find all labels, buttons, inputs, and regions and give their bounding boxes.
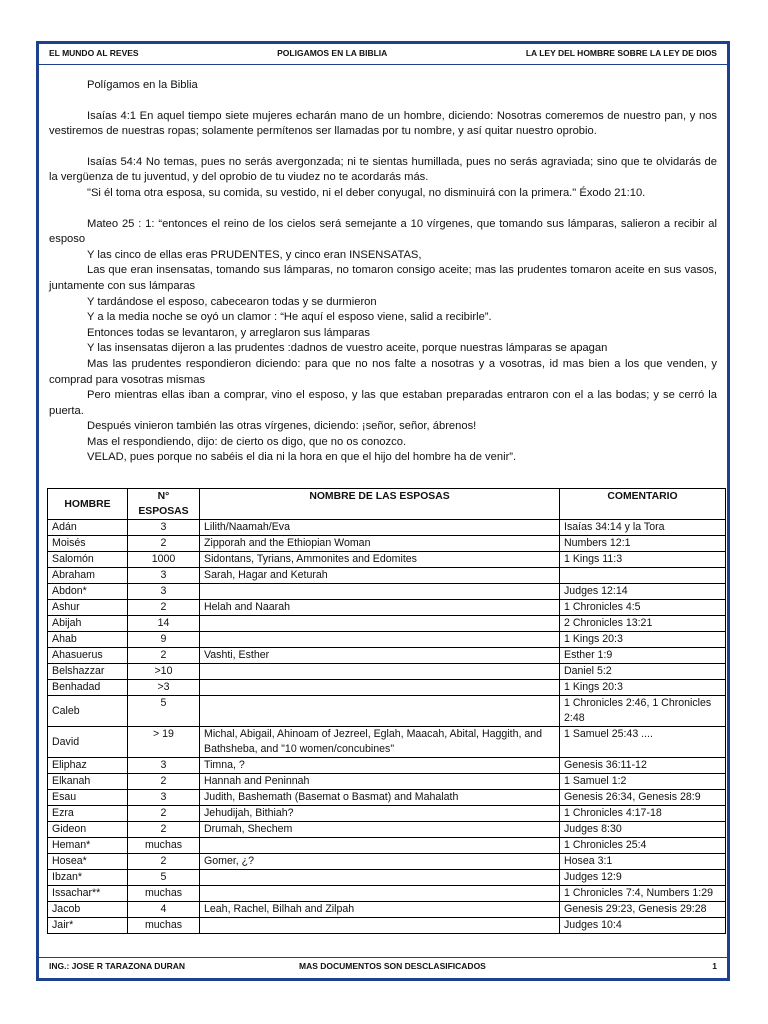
cell-comentario: Judges 10:4 [560,918,726,934]
cell-esposas: Jehudijah, Bithiah? [200,806,560,822]
cell-numero: 3 [128,584,200,600]
cell-esposas: Helah and Naarah [200,600,560,616]
table-row [48,790,726,806]
cell-numero: 2 [128,806,200,822]
table-body [48,520,726,934]
cell-comentario: Esther 1:9 [560,648,726,664]
cell-numero: >3 [128,680,200,696]
paragraph-mateo-10: Después vinieron también las otras vírgenes, diciendo: ¡señor, señor, ábrenos! [87,420,477,433]
cell-esposas: Hannah and Peninnah [200,774,560,790]
paragraph-exodo: "Si él toma otra esposa, su comida, su vestido, ni el deber conyugal, no disminuirá con la primera." Éxodo 21:10. [87,186,646,199]
cell-comentario: 1 Chronicles 25:4 [560,838,726,854]
cell-hombre: Abraham [48,568,128,584]
paragraph-mateo-1: Mateo 25 : 1: “entonces el reino de los cielos será semejante a 10 vírgenes, que tomando sus lámparas, salieron a recibir al esposo [49,217,717,246]
cell-esposas: Gomer, ¿? [200,854,560,870]
table-row [48,648,726,664]
cell-esposas: Drumah, Shechem [200,822,560,838]
cell-hombre: Hosea* [48,854,128,870]
cell-numero: 3 [128,568,200,584]
table-row [48,664,726,680]
table-row [48,854,726,870]
paragraph-isaias-4: Isaías 4:1 En aquel tiempo siete mujeres echarán mano de un hombre, diciendo: Nosotras comeremos de nuestro pan, y nos vestiremos de nuestras ropas; solamente permítenos ser llamadas por tu nombre, y así quitar nuestro oprobio. [49,109,717,138]
column-header-comentario: COMENTARIO [560,489,726,520]
cell-numero: 2 [128,822,200,838]
cell-comentario: Daniel 5:2 [560,664,726,680]
cell-comentario: 1 Chronicles 4:17-18 [560,806,726,822]
cell-hombre: Benhadad [48,680,128,696]
cell-esposas [200,838,560,854]
cell-comentario [560,568,726,584]
table-row [48,568,726,584]
cell-comentario: 1 Kings 11:3 [560,552,726,568]
header-left: EL MUNDO AL REVES [49,48,139,58]
paragraph-mateo-11: Mas el respondiendo, dijo: de cierto os digo, que no os conozco. [87,435,407,448]
paragraph-mateo-2: Y las cinco de ellas eras PRUDENTES, y cinco eran INSENSATAS, [87,248,422,261]
cell-numero: 5 [128,696,200,727]
cell-comentario: 1 Samuel 1:2 [560,774,726,790]
cell-hombre: Abijah [48,616,128,632]
table-row [48,774,726,790]
cell-esposas [200,918,560,934]
cell-numero: 3 [128,758,200,774]
table-row [48,552,726,568]
cell-hombre: Heman* [48,838,128,854]
cell-hombre: Abdon* [48,584,128,600]
table-row [48,886,726,902]
table-row [48,616,726,632]
table-row [48,600,726,616]
cell-numero: muchas [128,838,200,854]
footer-center: MAS DOCUMENTOS SON DESCLASIFICADOS [299,961,486,971]
paragraph-mateo-6: Entonces todas se levantaron, y arreglaron sus lámparas [87,326,370,339]
cell-numero: 2 [128,854,200,870]
cell-numero: 3 [128,520,200,536]
paragraph-mateo-5: Y a la media noche se oyó un clamor : “He aquí el esposo viene, salid a recibirle”. [87,311,492,324]
cell-numero: 4 [128,902,200,918]
cell-comentario: 1 Chronicles 7:4, Numbers 1:29 [560,886,726,902]
cell-comentario: 1 Chronicles 4:5 [560,600,726,616]
cell-hombre: Elkanah [48,774,128,790]
footer-author: ING.: JOSE R TARAZONA DURAN [49,961,185,971]
page-header [49,48,717,62]
page-number: 1 [712,961,717,971]
cell-esposas [200,870,560,886]
table-row [48,822,726,838]
cell-esposas [200,696,560,727]
cell-numero: 9 [128,632,200,648]
table-row [48,696,726,727]
footer-divider [39,957,727,958]
document-body [49,78,717,466]
cell-hombre: Ibzan* [48,870,128,886]
cell-hombre: Ahab [48,632,128,648]
cell-numero: 14 [128,616,200,632]
cell-esposas [200,886,560,902]
cell-esposas: Zipporah and the Ethiopian Woman [200,536,560,552]
cell-numero: 3 [128,790,200,806]
cell-hombre: Jacob [48,902,128,918]
header-divider [39,64,727,65]
cell-numero: 2 [128,774,200,790]
header-right: LA LEY DEL HOMBRE SOBRE LA LEY DE DIOS [525,48,717,58]
cell-comentario: 1 Samuel 25:43 .... [560,727,726,758]
cell-esposas [200,664,560,680]
cell-comentario: Judges 12:9 [560,870,726,886]
cell-numero: muchas [128,918,200,934]
cell-comentario: Judges 12:14 [560,584,726,600]
cell-numero: 2 [128,600,200,616]
table-row [48,918,726,934]
cell-hombre: Caleb [48,696,128,727]
cell-hombre: Ashur [48,600,128,616]
cell-numero: > 19 [128,727,200,758]
column-header-numero: N° ESPOSAS [128,489,200,520]
table-row [48,727,726,758]
cell-esposas: Michal, Abigail, Ahinoam of Jezreel, Eglah, Maacah, Abital, Haggith, and Bathsheba, and "10 women/concubines" [200,727,560,758]
column-header-hombre: HOMBRE [48,489,128,520]
cell-comentario: 1 Kings 20:3 [560,632,726,648]
cell-esposas [200,584,560,600]
cell-hombre: Eliphaz [48,758,128,774]
polygamists-table [47,488,726,934]
cell-hombre: Gideon [48,822,128,838]
table-row [48,520,726,536]
cell-numero: muchas [128,886,200,902]
cell-esposas [200,632,560,648]
paragraph-mateo-7: Y las insensatas dijeron a las prudentes :dadnos de vuestro aceite, porque nuestras lámparas se apagan [87,342,608,355]
table-row [48,536,726,552]
cell-hombre: Belshazzar [48,664,128,680]
table-row [48,902,726,918]
cell-hombre: David [48,727,128,758]
cell-esposas: Leah, Rachel, Bilhah and Zilpah [200,902,560,918]
cell-esposas: Timna, ? [200,758,560,774]
cell-comentario: 1 Chronicles 2:46, 1 Chronicles 2:48 [560,696,726,727]
paragraph-mateo-9: Pero mientras ellas iban a comprar, vino el esposo, y las que estaban preparadas entraron con el a las bodas; y se cerró la puerta. [49,389,717,417]
header-center: POLIGAMOS EN LA BIBLIA [277,48,388,58]
table-row [48,806,726,822]
column-header-nombres: NOMBRE DE LAS ESPOSAS [200,489,560,520]
page-footer [49,961,717,973]
table-row [48,870,726,886]
table-row [48,632,726,648]
cell-comentario: Isaías 34:14 y la Tora [560,520,726,536]
cell-numero: 2 [128,536,200,552]
cell-numero: 1000 [128,552,200,568]
cell-hombre: Issachar** [48,886,128,902]
paragraph-mateo-12: VELAD, pues porque no sabéis el dia ni la hora en que el hijo del hombre ha de venir”. [87,451,517,464]
cell-hombre: Esau [48,790,128,806]
cell-esposas: Sarah, Hagar and Keturah [200,568,560,584]
table-header-row [48,489,726,520]
table-row [48,758,726,774]
cell-numero: >10 [128,664,200,680]
cell-comentario: Judges 8:30 [560,822,726,838]
cell-comentario: Genesis 26:34, Genesis 28:9 [560,790,726,806]
cell-hombre: Ezra [48,806,128,822]
cell-esposas [200,680,560,696]
cell-hombre: Moisés [48,536,128,552]
table-row [48,680,726,696]
cell-comentario: Genesis 29:23, Genesis 29:28 [560,902,726,918]
cell-numero: 2 [128,648,200,664]
cell-comentario: Numbers 12:1 [560,536,726,552]
cell-comentario: 2 Chronicles 13:21 [560,616,726,632]
table-row [48,838,726,854]
document-title: Polígamos en la Biblia [87,79,198,91]
cell-comentario: Genesis 36:11-12 [560,758,726,774]
cell-esposas: Judith, Bashemath (Basemat o Basmat) and Mahalath [200,790,560,806]
cell-hombre: Jair* [48,918,128,934]
cell-hombre: Adán [48,520,128,536]
cell-esposas [200,616,560,632]
cell-esposas: Lilith/Naamah/Eva [200,520,560,536]
cell-esposas: Vashti, Esther [200,648,560,664]
cell-esposas: Sidontans, Tyrians, Ammonites and Edomites [200,552,560,568]
cell-comentario: 1 Kings 20:3 [560,680,726,696]
cell-comentario: Hosea 3:1 [560,854,726,870]
paragraph-isaias-54: Isaías 54:4 No temas, pues no serás avergonzada; ni te sientas humillada, pues no serás agraviada; sino que te olvidarás de la vergüenza de tu juventud, y del oprobio de tu viudez no te acordarás más. [49,155,717,184]
cell-hombre: Salomón [48,552,128,568]
paragraph-mateo-4: Y tardándose el esposo, cabecearon todas y se durmieron [87,295,377,308]
cell-hombre: Ahasuerus [48,648,128,664]
cell-numero: 5 [128,870,200,886]
paragraph-mateo-8: Mas las prudentes respondieron diciendo: para que no nos falte a nosotras y a vosotras, id mas bien a los que venden, y comprad para vosotras mismas [49,357,717,386]
document-page [36,41,730,981]
table-row [48,584,726,600]
paragraph-mateo-3: Las que eran insensatas, tomando sus lámparas, no tomaron consigo aceite; mas las prudentes tomaron aceite en sus vasos, juntamente con sus lámparas [49,264,717,292]
